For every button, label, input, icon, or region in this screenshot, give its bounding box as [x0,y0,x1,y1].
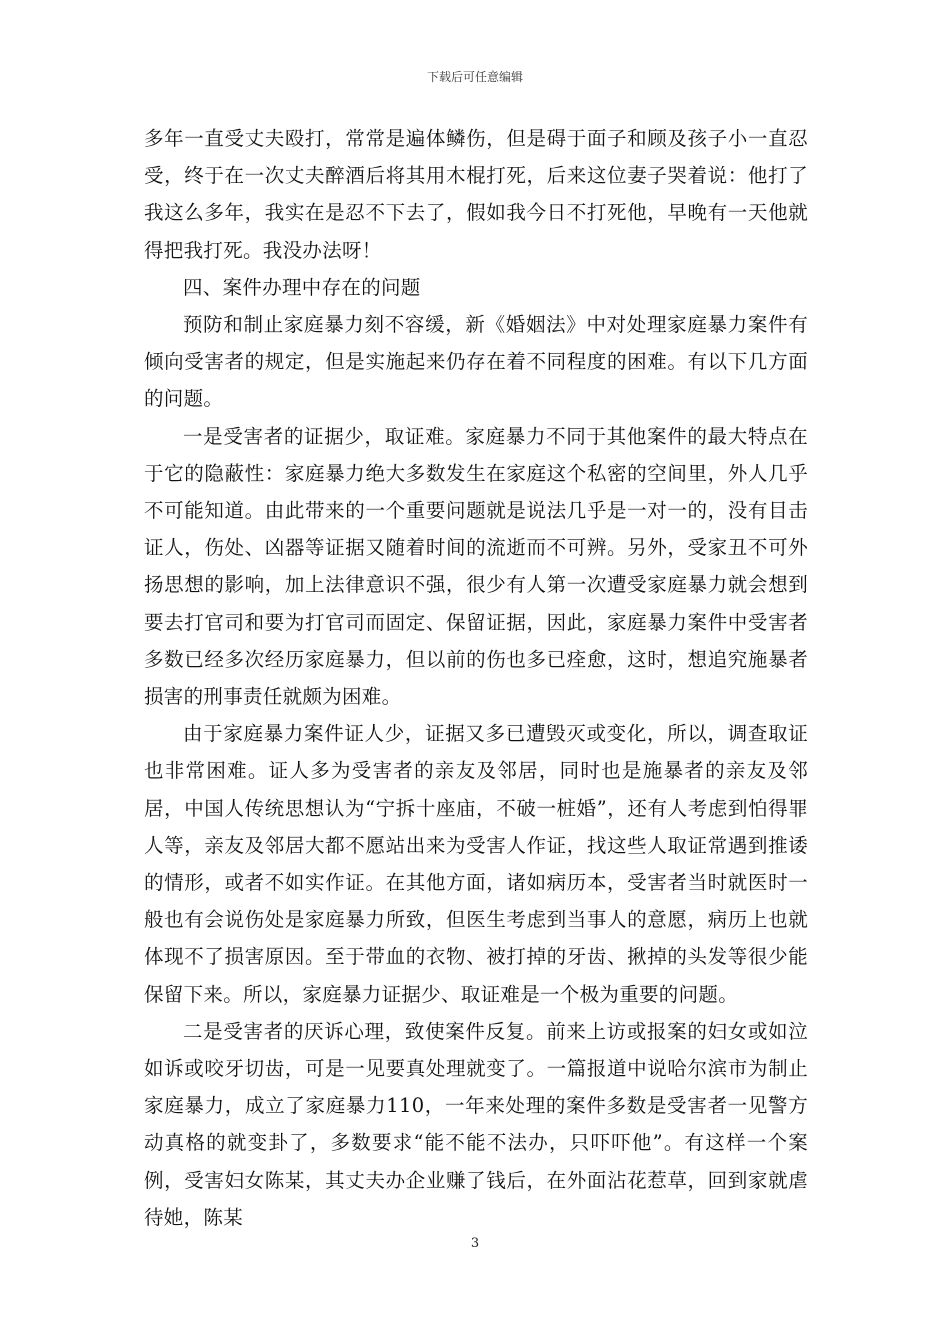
page-number: 3 [470,1236,480,1251]
paragraph: 预防和制止家庭暴力刻不容缓，新《婚姻法》中对处理家庭暴力案件有倾向受害者的规定，但是实施起来仍存在着不同程度的困难。有以下几方面的问题。 [144,313,808,411]
section-heading: 四、案件办理中存在的问题 [183,275,421,299]
paragraph: 一是受害者的证据少，取证难。家庭暴力不同于其他案件的最大特点在于它的隐蔽性：家庭暴力绝大多数发生在家庭这个私密的空间里，外人几乎不可能知道。由此带来的一个重要问题就是说法几乎是一对一的，没有目击证人，伤处、凶器等证据又随着时间的流逝而不可辨。另外，受家丑不可外扬思想的影响，加上法律意识不强，很少有人第一次遭受家庭暴力就会想到要去打官司和要为打官司而固定、保留证据，因此，家庭暴力案件中受害者多数已经多次经历家庭暴力，但以前的伤也多已痊愈，这时，想追究施暴者损害的刑事责任就颇为困难。 [144,424,808,709]
paragraph: 二是受害者的厌诉心理，致使案件反复。前来上访或报案的妇女或如泣如诉或咬牙切齿，可是一见要真处理就变了。一篇报道中说哈尔滨市为制止家庭暴力，成立了家庭暴力110，一年来处理的案件多数是受害者一见警方动真格的就变卦了，多数要求“能不能不法办，只吓吓他”。有这样一个案例，受害妇女陈某，其丈夫办企业赚了钱后，在外面沾花惹草，回到家就虐待她，陈某 [144,1019,808,1229]
page-header: 下载后可任意编辑 [426,70,523,84]
document-body [144,120,808,1236]
paragraph-continuation: 多年一直受丈夫殴打，常常是遍体鳞伤，但是碍于面子和顾及孩子小一直忍受，终于在一次丈夫醉酒后将其用木棍打死，后来这位妻子哭着说：他打了我这么多年，我实在是忍不下去了，假如我今日不打死他，早晚有一天他就得把我打死。我没办法呀！ [144,127,808,262]
paragraph: 由于家庭暴力案件证人少，证据又多已遭毁灭或变化，所以，调查取证也非常困难。证人多为受害者的亲友及邻居，同时也是施暴者的亲友及邻居，中国人传统思想认为“宁拆十座庙，不破一桩婚”，还有人考虑到怕得罪人等，亲友及邻居大都不愿站出来为受害人作证，找这些人取证常遇到推诿的情形，或者不如实作证。在其他方面，诸如病历本，受害者当时就医时一般也有会说伤处是家庭暴力所致，但医生考虑到当事人的意愿，病历上也就体现不了损害原因。至于带血的衣物、被打掉的牙齿、揪掉的头发等很少能保留下来。所以，家庭暴力证据少、取证难是一个极为重要的问题。 [144,722,808,1006]
